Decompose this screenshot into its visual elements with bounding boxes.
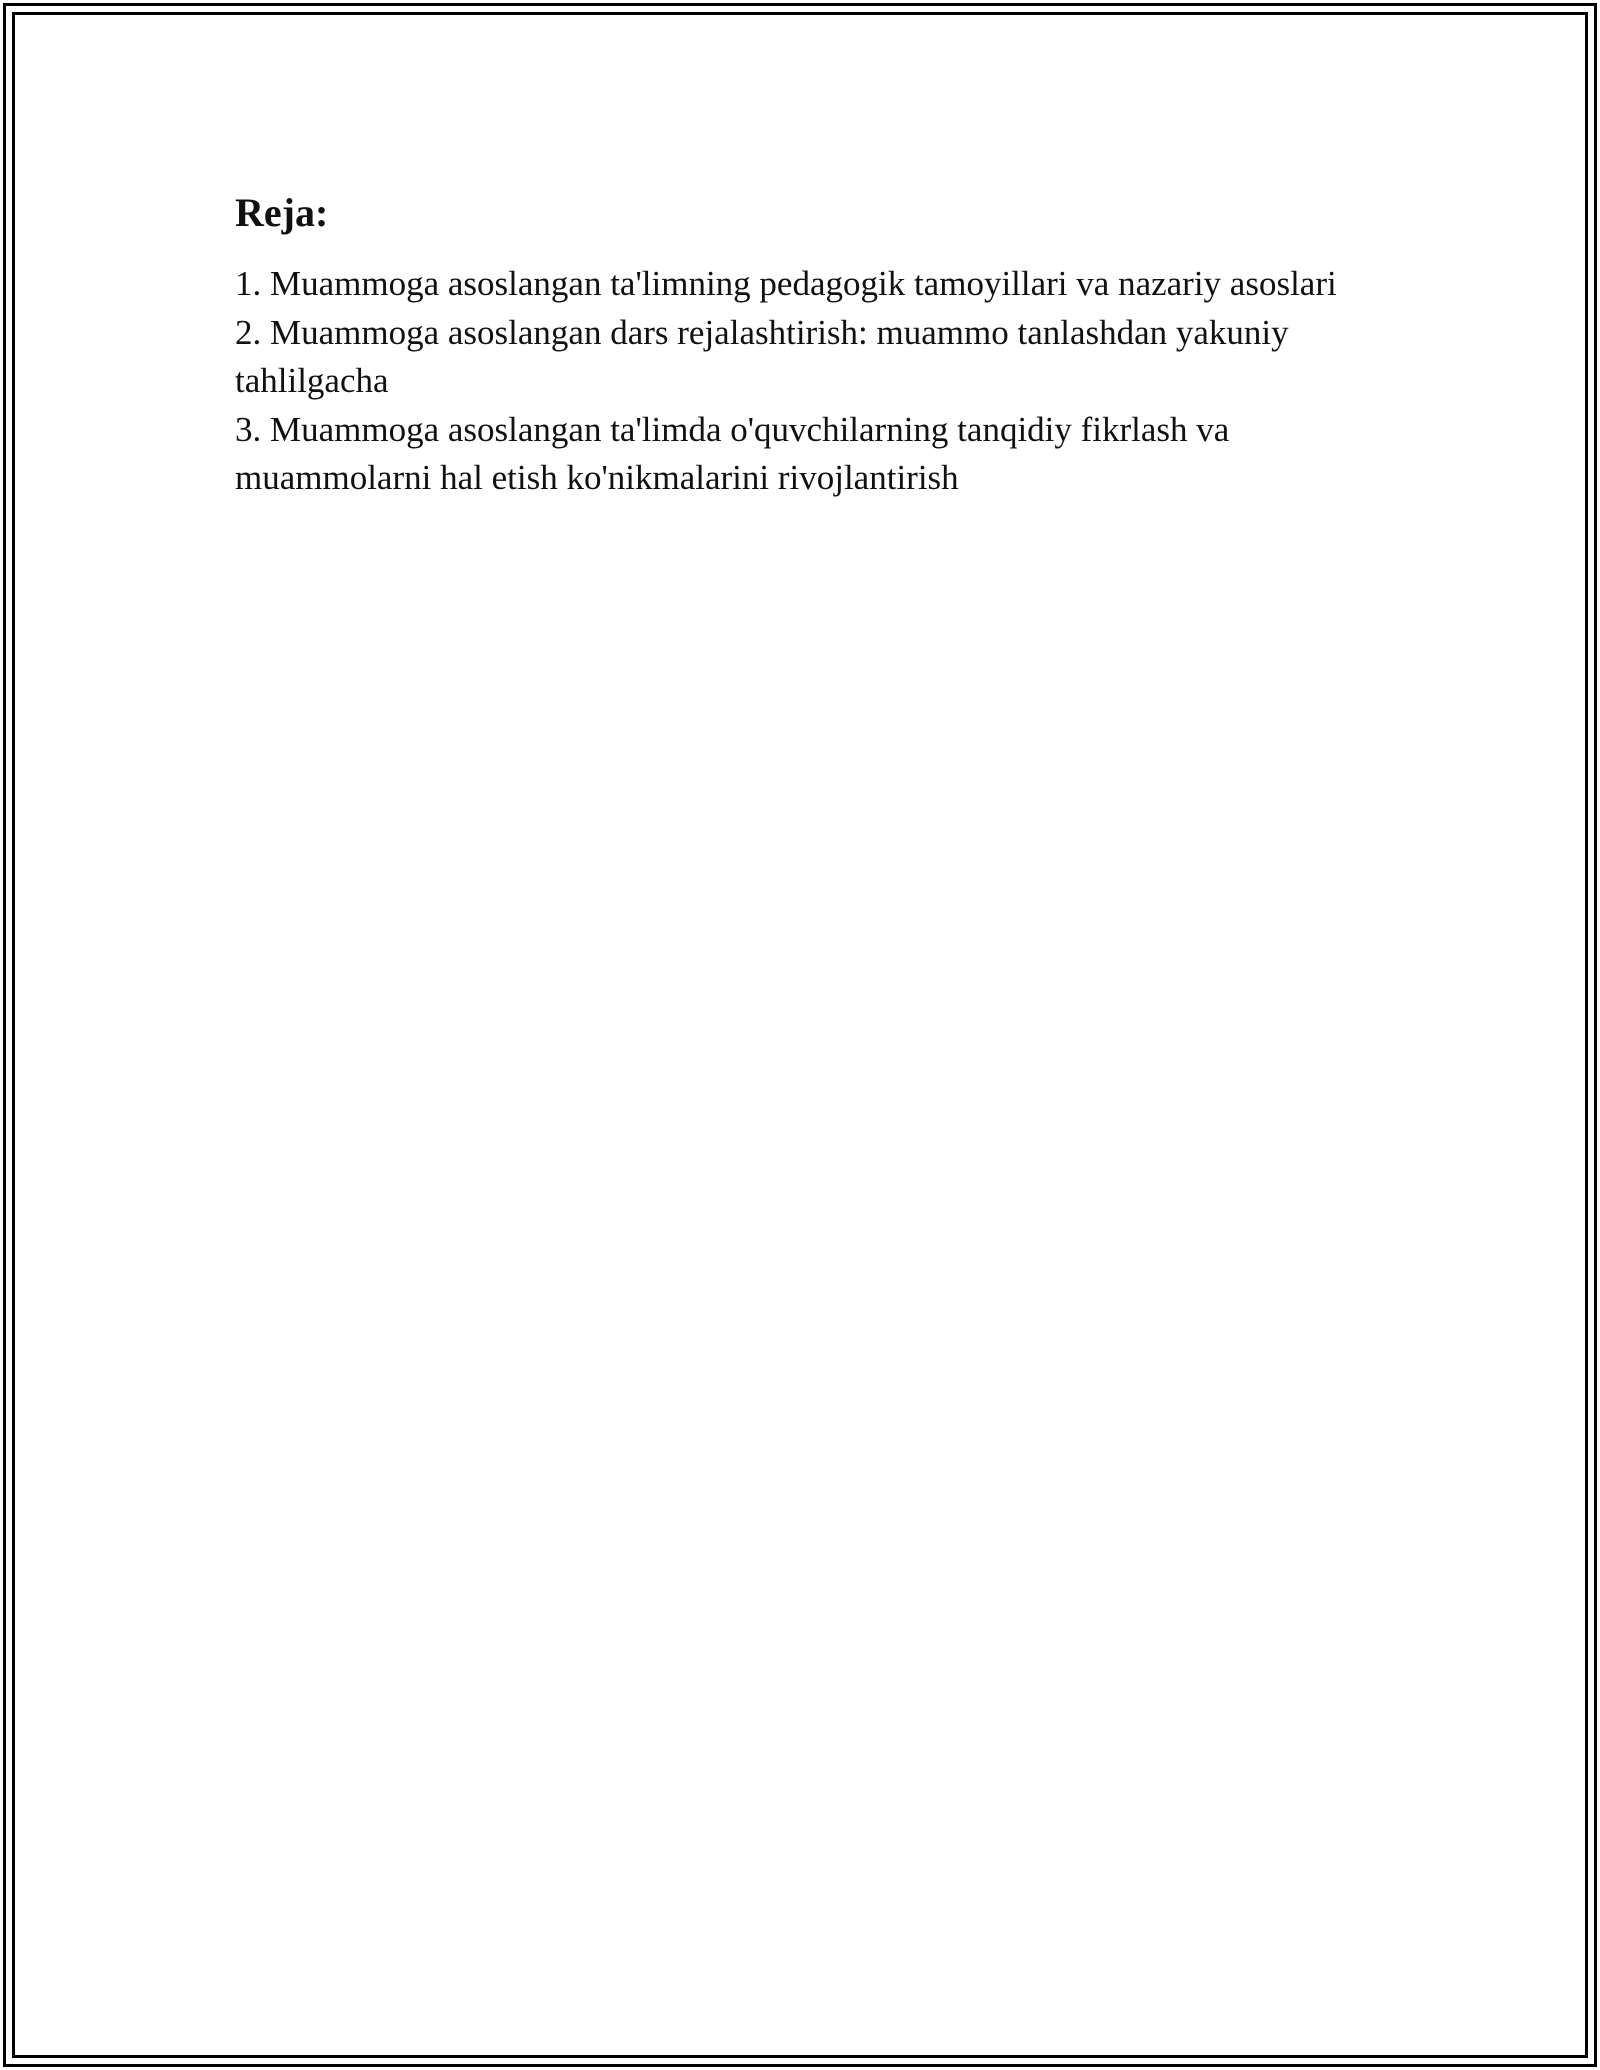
plan-item-3: 3. Muammoga asoslangan ta'limda o'quvchilarning tanqidiy fikrlash va muammolarni hal etish ko'nikmalarini rivojlantirish [235, 409, 1230, 497]
plan-list [235, 260, 1395, 503]
plan-item-2: 2. Muammoga asoslangan dars rejalashtirish: muammo tanlashdan yakuniy tahlilgacha [235, 312, 1289, 400]
document-body [235, 186, 1395, 503]
plan-item-1: 1. Muammoga asoslangan ta'limning pedagogik tamoyillari va nazariy asoslari [235, 264, 1337, 303]
plan-heading: Reja: [235, 190, 329, 235]
